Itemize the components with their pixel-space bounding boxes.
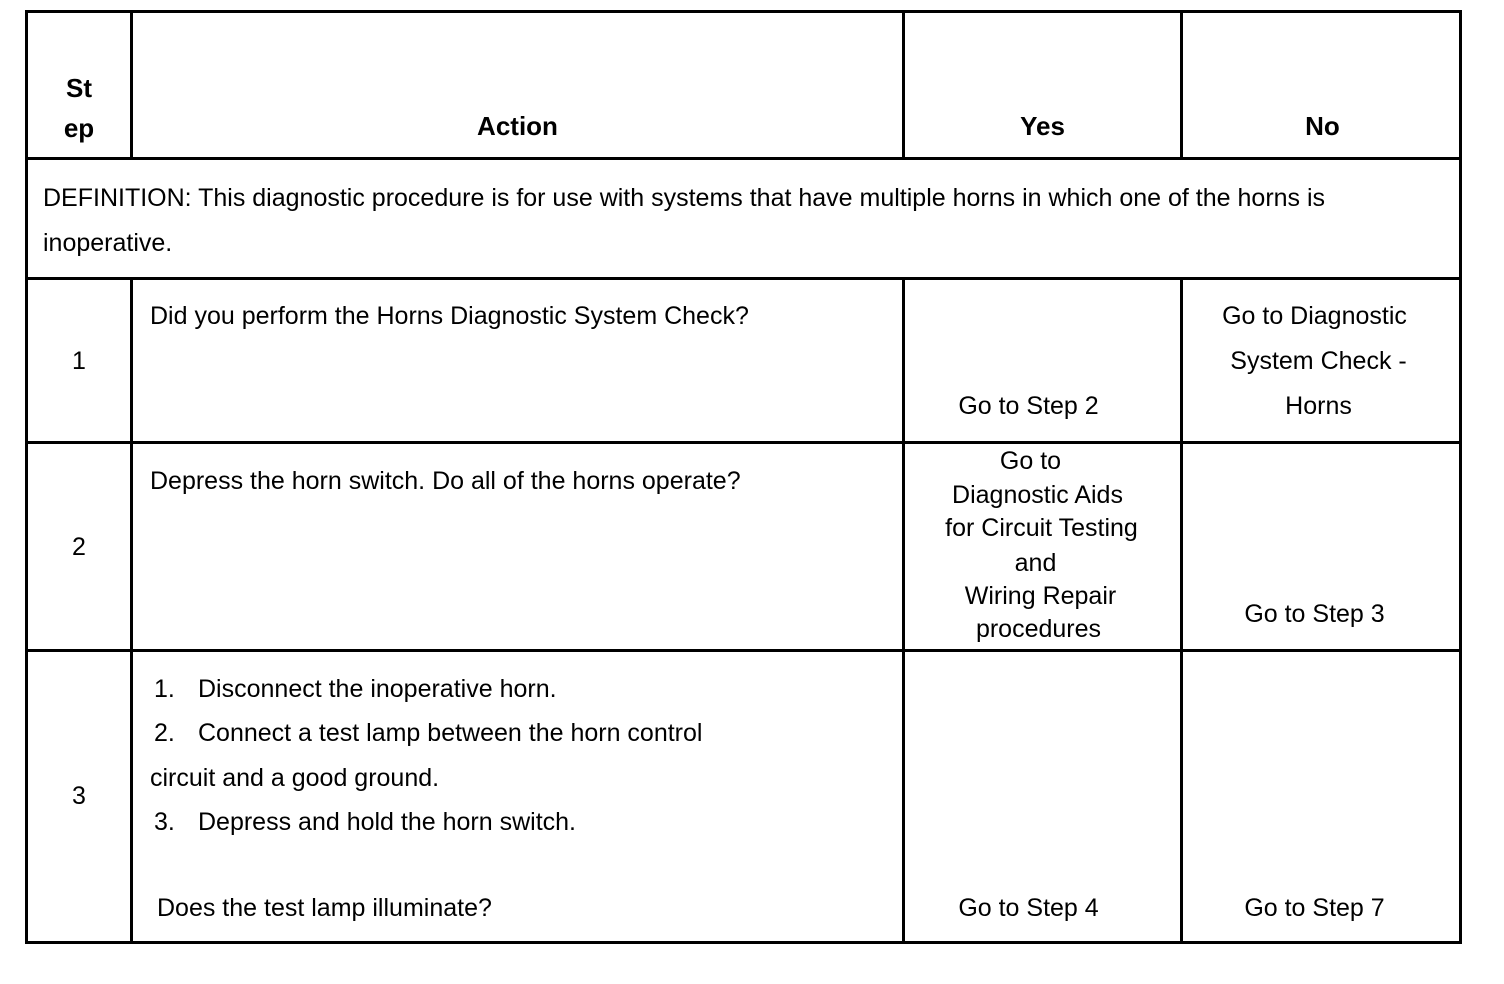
yes-text-line6: procedures [975, 615, 1102, 643]
header-step-line1: St [66, 73, 92, 103]
yes-text: Go to Step 2 [958, 392, 1099, 420]
no-cell [1180, 652, 1462, 941]
yes-text-line4: and [1014, 549, 1057, 577]
yes-text-line2: Diagnostic Aids [952, 481, 1123, 509]
list-item-text: Disconnect the inoperative horn. [198, 675, 557, 703]
yes-text-line3: for Circuit Testing [945, 514, 1138, 542]
list-item-number: 1. [154, 675, 175, 703]
action-text: Did you perform the Horns Diagnostic System Check? [150, 302, 749, 330]
no-text-line2: System Check - [1230, 347, 1407, 375]
no-text: Go to Step 7 [1244, 894, 1385, 922]
header-step-line2: ep [63, 113, 95, 143]
list-item-text: circuit and a good ground. [150, 764, 440, 792]
list-item-text: Connect a test lamp between the horn control [198, 719, 703, 747]
step-cell [28, 280, 130, 441]
list-item [150, 674, 557, 704]
table-row [25, 277, 1462, 441]
list-item-number: 3. [154, 808, 175, 836]
yes-text-line5: Wiring Repair [964, 582, 1117, 610]
yes-cell [902, 652, 1180, 941]
definition-row [25, 157, 1462, 277]
action-question: Does the test lamp illuminate? [157, 894, 492, 922]
yes-text-line1: Go to [999, 447, 1062, 475]
header-step-cell [28, 13, 130, 157]
list-item-text: Depress and hold the horn switch. [198, 808, 576, 836]
step-number: 2 [72, 533, 86, 561]
table-row [25, 441, 1462, 649]
list-item [150, 718, 702, 748]
action-cell [130, 652, 902, 941]
list-item-number: 2. [154, 719, 175, 747]
no-text-line1: Go to Diagnostic [1222, 302, 1407, 330]
header-action-cell [130, 13, 902, 157]
header-yes-cell [902, 13, 1180, 157]
yes-cell [902, 280, 1180, 441]
yes-cell [902, 444, 1180, 649]
list-item-continuation [150, 763, 439, 793]
diagnostic-table [25, 10, 1462, 944]
header-yes: Yes [1020, 111, 1065, 141]
step-number: 1 [72, 347, 86, 375]
action-text: Depress the horn switch. Do all of the horns operate? [150, 467, 741, 495]
no-text-line3: Horns [1285, 392, 1352, 420]
step-number: 3 [72, 782, 86, 810]
yes-text: Go to Step 4 [958, 894, 1099, 922]
header-no-cell [1180, 13, 1462, 157]
table-header-row [25, 10, 1462, 157]
table-row [25, 649, 1462, 944]
step-cell [28, 652, 130, 941]
list-item [150, 807, 576, 837]
definition-text: DEFINITION: This diagnostic procedure is for use with systems that have multiple horns in which one of the horns is inoperative. [43, 184, 1326, 257]
action-cell [130, 444, 902, 649]
header-no: No [1305, 111, 1340, 141]
action-cell [130, 280, 902, 441]
no-text: Go to Step 3 [1244, 600, 1385, 628]
header-action: Action [477, 111, 558, 141]
step-cell [28, 444, 130, 649]
no-cell [1180, 444, 1462, 649]
no-cell [1180, 280, 1462, 441]
